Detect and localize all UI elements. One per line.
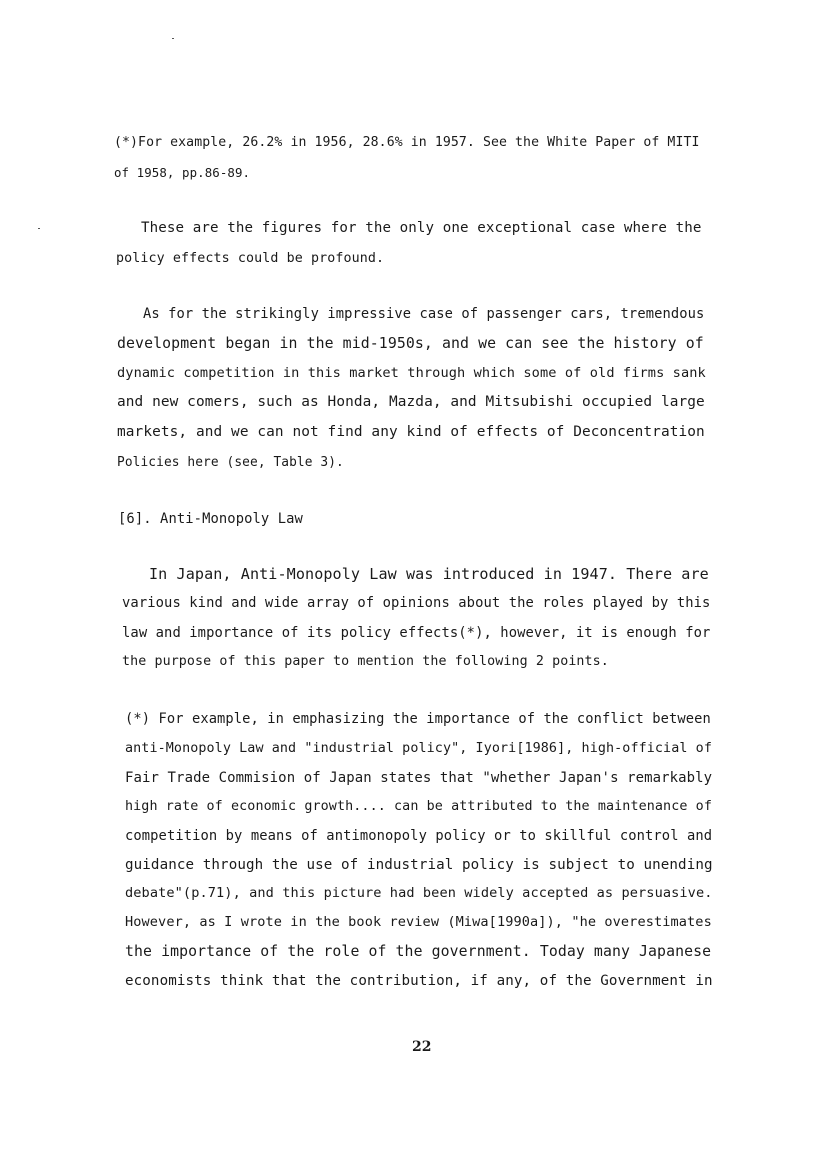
footnote-2-line: high rate of economic growth.... can be attributed to the maintenance of <box>125 799 712 814</box>
scan-speck <box>172 38 174 39</box>
scan-speck <box>38 228 40 229</box>
footnote-2-line: the importance of the role of the government. Today many Japanese <box>125 943 712 960</box>
footnote-1-line: of 1958, pp.86-89. <box>114 165 251 180</box>
paragraph-2-line: and new comers, such as Honda, Mazda, and Mitsubishi occupied large <box>117 394 705 410</box>
footnote-2-line: debate"(p.71), and this picture had been widely accepted as persuasive. <box>125 885 713 901</box>
footnote-2-line: Fair Trade Commision of Japan states that "whether Japan's remarkably <box>125 770 713 786</box>
footnote-2-line: competition by means of antimonopoly policy or to skillful control and <box>125 828 713 844</box>
footnote-2-line: guidance through the use of industrial policy is subject to unending <box>125 857 713 873</box>
paragraph-2-line: As for the strikingly impressive case of passenger cars, tremendous <box>143 306 705 322</box>
footnote-2-line: anti-Monopoly Law and "industrial policy", Iyori[1986], high-official of <box>125 741 712 756</box>
section-heading: [6]. Anti-Monopoly Law <box>118 511 303 527</box>
paragraph-2-line: markets, and we can not find any kind of effects of Deconcentration <box>117 424 705 440</box>
page-number: 22 <box>412 1039 432 1055</box>
footnote-2-line: However, as I wrote in the book review (Miwa[1990a]), "he overestimates <box>125 914 712 930</box>
footnote-2-line: (*) For example, in emphasizing the importance of the conflict between <box>125 711 711 727</box>
paragraph-2-line: development began in the mid-1950s, and we can see the history of <box>117 335 704 352</box>
paragraph-3-line: the purpose of this paper to mention the following 2 points. <box>122 654 609 669</box>
paragraph-2-line: dynamic competition in this market through which some of old firms sank <box>117 365 706 381</box>
paragraph-3-line: In Japan, Anti-Monopoly Law was introduced in 1947. There are <box>149 565 709 583</box>
paragraph-2-line: Policies here (see, Table 3). <box>117 455 344 470</box>
footnote-2-line: economists think that the contribution, if any, of the Government in <box>125 973 713 989</box>
paragraph-1-line: policy effects could be profound. <box>116 251 385 266</box>
paragraph-3-line: various kind and wide array of opinions about the roles played by this <box>122 595 711 611</box>
paragraph-1-line: These are the figures for the only one exceptional case where the <box>141 220 702 236</box>
paragraph-3-line: law and importance of its policy effects(*), however, it is enough for <box>122 625 711 641</box>
footnote-1-line: (*)For example, 26.2% in 1956, 28.6% in 1957. See the White Paper of MITI <box>114 135 700 150</box>
